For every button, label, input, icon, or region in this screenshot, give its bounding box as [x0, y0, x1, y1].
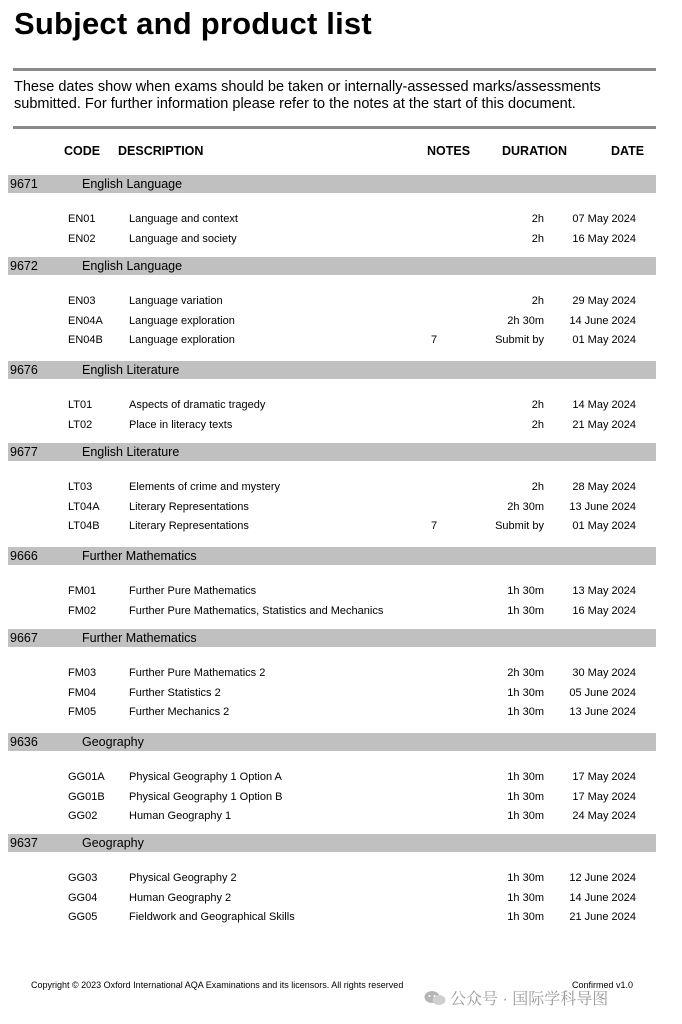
table-row: [0, 517, 682, 535]
subject-band: [8, 629, 656, 647]
row-description: Further Pure Mathematics, Statistics and Mechanics: [129, 604, 384, 617]
row-duration: 1h 30m: [507, 872, 544, 884]
row-code: EN01: [68, 213, 96, 225]
subject-code: 9676: [10, 363, 38, 377]
table-row: [0, 396, 682, 414]
row-description: Human Geography 2: [129, 891, 232, 904]
subject-band: [8, 443, 656, 461]
row-description: Literary Representations: [129, 520, 249, 532]
row-date: 28 May 2024: [572, 481, 636, 493]
row-date: 16 May 2024: [572, 604, 636, 617]
row-date: 14 May 2024: [572, 399, 636, 411]
table-row: [0, 312, 682, 330]
row-code: FM03: [68, 667, 97, 679]
table-row: [0, 908, 682, 926]
row-date: 17 May 2024: [572, 771, 636, 783]
row-duration: 1h 30m: [507, 891, 544, 904]
row-duration: 2h 30m: [507, 500, 544, 513]
row-code: FM04: [68, 686, 97, 699]
subject-code: 9637: [10, 836, 38, 850]
header-divider: [13, 126, 656, 129]
table-row: [0, 331, 682, 349]
row-code: LT03: [68, 481, 93, 493]
table-row: [0, 292, 682, 310]
row-date: 29 May 2024: [572, 295, 636, 307]
table-row: [0, 889, 682, 907]
row-code: EN02: [68, 232, 96, 245]
row-description: Fieldwork and Geographical Skills: [129, 911, 295, 923]
row-date: 13 May 2024: [572, 585, 636, 597]
subject-name: English Literature: [82, 363, 180, 377]
row-duration: 1h 30m: [507, 790, 544, 803]
subject-code: 9636: [10, 735, 38, 749]
subject-code: 9666: [10, 549, 38, 563]
row-description: Physical Geography 1 Option B: [129, 790, 283, 803]
row-duration: 2h: [531, 232, 544, 245]
table-row: [0, 684, 682, 702]
row-date: 01 May 2024: [572, 520, 636, 532]
subject-band: [8, 733, 656, 751]
row-code: LT01: [68, 399, 93, 411]
subject-code: 9677: [10, 445, 38, 459]
row-description: Further Mechanics 2: [129, 706, 230, 718]
row-date: 13 June 2024: [569, 706, 636, 718]
row-date: 21 June 2024: [569, 911, 636, 923]
row-date: 16 May 2024: [572, 232, 636, 245]
row-date: 14 June 2024: [569, 314, 636, 327]
subject-name: Further Mathematics: [82, 631, 197, 645]
row-code: EN04A: [68, 314, 103, 327]
table-row: [0, 230, 682, 248]
table-row: [0, 582, 682, 600]
version-text: Confirmed v1.0: [572, 980, 634, 990]
row-code: GG03: [68, 872, 98, 884]
subject-band: [8, 257, 656, 275]
row-description: Physical Geography 1 Option A: [129, 771, 282, 783]
row-description: Language variation: [129, 295, 223, 307]
row-code: FM01: [68, 585, 97, 597]
row-description: Physical Geography 2: [129, 872, 237, 884]
row-description: Language and context: [129, 213, 238, 225]
row-code: GG05: [68, 911, 98, 923]
row-description: Place in literacy texts: [129, 418, 233, 431]
col-header-description: DESCRIPTION: [118, 144, 204, 158]
subject-band: [8, 175, 656, 193]
row-description: Language exploration: [129, 334, 235, 346]
row-duration: 1h 30m: [507, 771, 544, 783]
row-duration: 2h: [531, 399, 544, 411]
page-title: Subject and product list: [14, 6, 372, 41]
table-row: [0, 869, 682, 887]
row-date: 12 June 2024: [569, 872, 636, 884]
row-duration: 1h 30m: [507, 810, 544, 822]
row-duration: 2h: [531, 481, 544, 493]
top-divider: [13, 68, 656, 71]
table-row: [0, 210, 682, 228]
table-row: [0, 416, 682, 434]
copyright-text: Copyright © 2023 Oxford International AQA Examinations and its licensors. All rights reserved: [31, 980, 404, 990]
table-row: [0, 664, 682, 682]
subject-code: 9671: [10, 177, 38, 191]
row-duration: 1h 30m: [507, 706, 544, 718]
subject-name: English Language: [82, 259, 183, 273]
table-row: [0, 703, 682, 721]
row-code: FM02: [68, 604, 97, 617]
row-description: Further Pure Mathematics 2: [129, 667, 266, 679]
row-duration: 2h: [531, 213, 544, 225]
row-duration: 1h 30m: [507, 911, 544, 923]
row-duration: Submit by: [495, 520, 544, 532]
watermark-text: 公众号 · 国际学科导图: [450, 991, 609, 1008]
subject-name: English Language: [82, 177, 183, 191]
row-description: Aspects of dramatic tragedy: [129, 399, 266, 411]
subject-code: 9667: [10, 631, 38, 645]
intro-text: These dates show when exams should be taken or internally-assessed marks/assessments submitted. For further information please refer to the notes at the start of this document.: [14, 79, 601, 112]
row-duration: Submit by: [495, 334, 544, 346]
table-row: [0, 602, 682, 620]
row-date: 01 May 2024: [572, 334, 636, 346]
table-row: [0, 498, 682, 516]
subject-name: English Literature: [82, 445, 180, 459]
row-duration: 1h 30m: [507, 585, 544, 597]
row-duration: 1h 30m: [507, 686, 544, 699]
row-duration: 2h 30m: [507, 314, 544, 327]
table-row: [0, 768, 682, 786]
row-description: Language and society: [129, 232, 237, 245]
row-date: 13 June 2024: [569, 500, 636, 513]
row-description: Literary Representations: [129, 500, 249, 513]
subject-band: [8, 547, 656, 565]
watermark: [424, 986, 608, 1009]
row-date: 24 May 2024: [572, 810, 636, 822]
row-duration: 2h: [531, 418, 544, 431]
subject-band: [8, 361, 656, 379]
table-row: [0, 807, 682, 825]
row-duration: 2h 30m: [507, 667, 544, 679]
subject-band: [8, 834, 656, 852]
row-description: Further Pure Mathematics: [129, 585, 257, 597]
table-row: [0, 478, 682, 496]
row-description: Elements of crime and mystery: [129, 481, 280, 493]
row-description: Language exploration: [129, 314, 235, 327]
subject-name: Geography: [82, 735, 144, 749]
row-code: GG02: [68, 810, 98, 822]
subject-name: Geography: [82, 836, 144, 850]
row-code: LT02: [68, 418, 93, 431]
row-date: 30 May 2024: [572, 667, 636, 679]
col-header-code: CODE: [64, 144, 101, 158]
row-code: EN04B: [68, 334, 103, 346]
row-code: LT04A: [68, 500, 100, 513]
wechat-icon: [424, 990, 446, 1006]
row-description: Human Geography 1: [129, 810, 232, 822]
row-date: 07 May 2024: [572, 213, 636, 225]
table-row: [0, 788, 682, 806]
row-code: LT04B: [68, 520, 100, 532]
row-date: 21 May 2024: [572, 418, 636, 431]
row-duration: 2h: [531, 295, 544, 307]
row-code: GG01B: [68, 790, 105, 803]
row-date: 17 May 2024: [572, 790, 636, 803]
row-notes: 7: [431, 520, 438, 532]
subject-name: Further Mathematics: [82, 549, 197, 563]
row-code: FM05: [68, 706, 97, 718]
row-duration: 1h 30m: [507, 604, 544, 617]
row-date: 05 June 2024: [569, 686, 636, 699]
row-code: GG04: [68, 891, 98, 904]
col-header-notes: NOTES: [427, 144, 471, 158]
row-description: Further Statistics 2: [129, 686, 221, 699]
row-code: EN03: [68, 295, 96, 307]
row-date: 14 June 2024: [569, 891, 636, 904]
row-notes: 7: [431, 334, 438, 346]
col-header-date: DATE: [611, 144, 645, 158]
row-code: GG01A: [68, 771, 105, 783]
subject-code: 9672: [10, 259, 38, 273]
col-header-duration: DURATION: [502, 144, 568, 158]
